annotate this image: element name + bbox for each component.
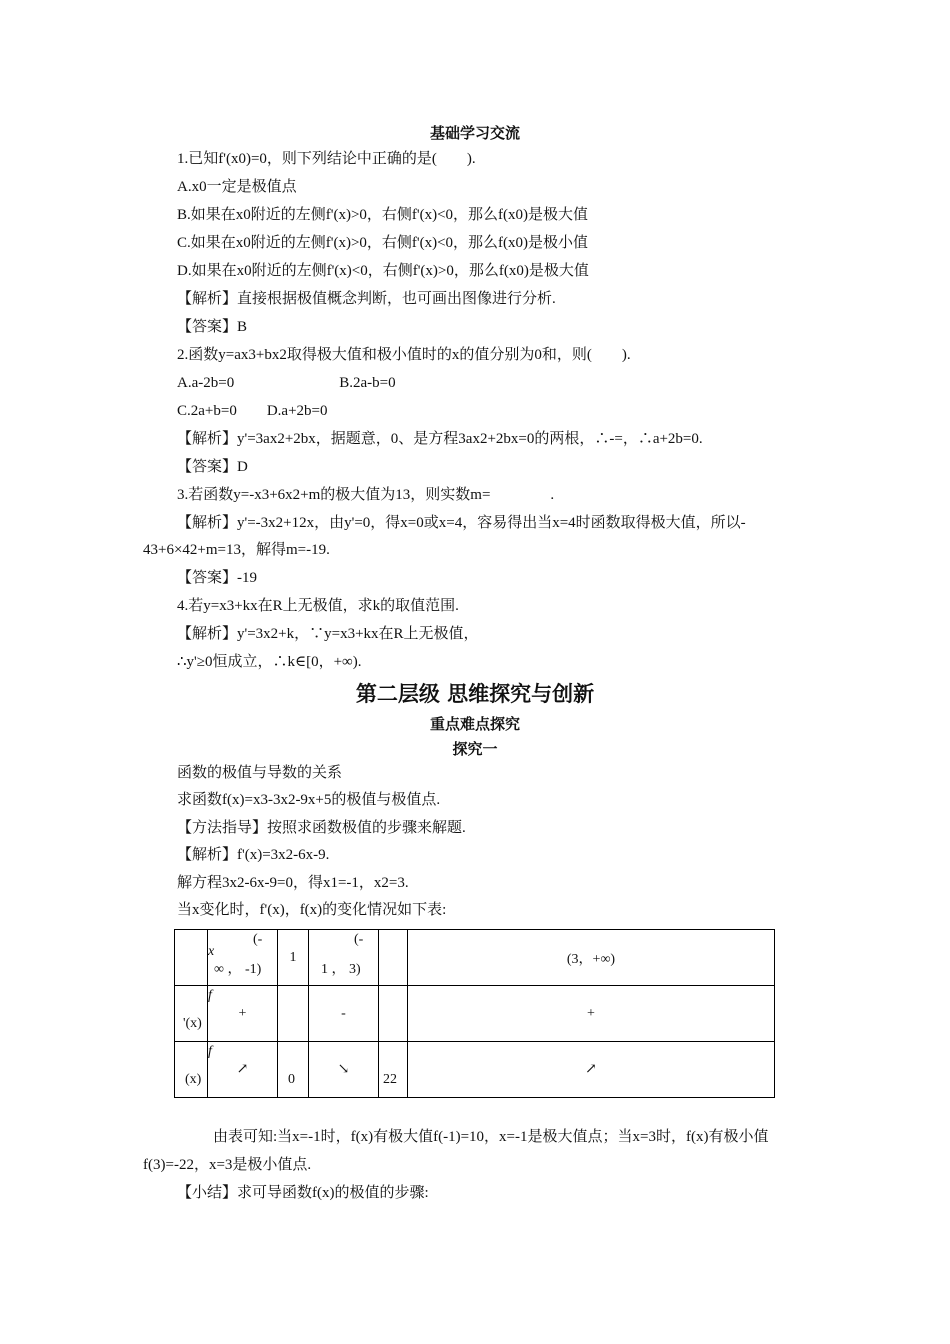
analysis-3-line1: 【解析】y'=-3x2+12x，由y'=0，得x=0或x=4，容易得出当x=4时函数取得极大值，所以-: [177, 515, 746, 531]
conclusion-line1: 由表可知:当x=-1时，f(x)有极大值f(-1)=10，x=-1是极大值点；当x=3时，f(x)有极小值: [213, 1129, 769, 1145]
question-4: 4.若y=x3+kx在R上无极值，求k的取值范围.: [177, 598, 459, 614]
question-2: 2.函数y=ax3+bx2取得极大值和极小值时的x的值分别为0和，则( ).: [177, 347, 631, 363]
table-cell: (-: [253, 932, 263, 947]
table-intro: 当x变化时，f'(x)，f(x)的变化情况如下表:: [177, 902, 447, 918]
table-cell: +: [587, 1005, 595, 1021]
analysis-3-line2: 43+6×42+m=13，解得m=-19.: [143, 542, 330, 558]
answer-2: 【答案】D: [177, 459, 248, 475]
sub-heading: 重点难点探究: [429, 715, 520, 733]
answer-1: 【答案】B: [177, 319, 248, 335]
question-1: 1.已知f'(x0)=0，则下列结论中正确的是( ).: [177, 151, 476, 167]
analysis-4-line1: 【解析】y'=3x2+k，∵y=x3+kx在R上无极值，: [177, 626, 479, 642]
answer-3: 【答案】-19: [177, 570, 257, 586]
increase-arrow-icon: ↗: [236, 1062, 249, 1077]
table-cell: (3，+∞): [566, 951, 616, 967]
variation-table: [174, 929, 775, 1098]
table-cell: -: [341, 1005, 346, 1021]
table-row: [175, 1042, 775, 1098]
table-label-x: (x): [185, 1072, 202, 1087]
options-2-ab: A.a-2b=0 B.2a-b=0: [177, 375, 396, 391]
summary-line: 【小结】求可导函数f(x)的极值的步骤:: [177, 1185, 429, 1201]
solution-roots: 解方程3x2-6x-9=0，得x1=-1，x2=3.: [177, 875, 409, 891]
section-heading: 基础学习交流: [429, 124, 520, 142]
analysis-4-line2: ∴y'≥0恒成立，∴k∈[0，+∞).: [177, 654, 362, 670]
table-label-f: f: [208, 988, 212, 1003]
example-problem: 求函数f(x)=x3-3x2-9x+5的极值与极值点.: [177, 792, 441, 808]
table-cell: 22: [383, 1072, 397, 1087]
explore-heading: 探究一: [452, 740, 498, 758]
method-guide: 【方法指导】按照求函数极值的步骤来解题.: [177, 820, 466, 836]
table-cell: +: [238, 1005, 247, 1021]
table-label-f: f: [208, 1044, 212, 1059]
option-a: A.x0一定是极值点: [177, 179, 297, 195]
table-cell: 1: [289, 949, 297, 965]
analysis-1: 【解析】直接根据极值概念判断，也可画出图像进行分析.: [177, 291, 556, 307]
analysis-2: 【解析】y'=3ax2+2bx，据题意，0、是方程3ax2+2bx=0的两根，∴-=，∴a+2b=0.: [177, 431, 703, 447]
table-cell: 1 ， 3): [321, 962, 361, 977]
table-row: [175, 986, 775, 1042]
solution-derivative: 【解析】f'(x)=3x2-6x-9.: [177, 847, 330, 863]
decrease-arrow-icon: ↘: [337, 1062, 350, 1077]
option-b: B.如果在x0附近的左侧f'(x)>0，右侧f'(x)<0，那么f(x0)是极大值: [177, 207, 589, 223]
option-c: C.如果在x0附近的左侧f'(x)>0，右侧f'(x)<0，那么f(x0)是极小值: [177, 235, 589, 251]
increase-arrow-icon: ↗: [585, 1062, 597, 1077]
table-label-prime: '(x): [183, 1016, 202, 1031]
table-label-x: x: [208, 944, 215, 959]
level-heading: 第二层级 思维探究与创新: [355, 682, 595, 706]
conclusion-line2: f(3)=-22，x=3是极小值点.: [143, 1157, 312, 1173]
table-cell: (-: [354, 932, 364, 947]
question-3: 3.若函数y=-x3+6x2+m的极大值为13，则实数m= .: [177, 487, 555, 503]
table-row: [175, 930, 775, 986]
topic-line: 函数的极值与导数的关系: [177, 765, 343, 781]
table-cell: ∞ ， -1): [214, 962, 262, 977]
options-2-cd: C.2a+b=0 D.a+2b=0: [177, 403, 328, 419]
table-cell: 0: [288, 1072, 295, 1087]
option-d: D.如果在x0附近的左侧f'(x)<0，右侧f'(x)>0，那么f(x0)是极大值: [177, 263, 589, 279]
